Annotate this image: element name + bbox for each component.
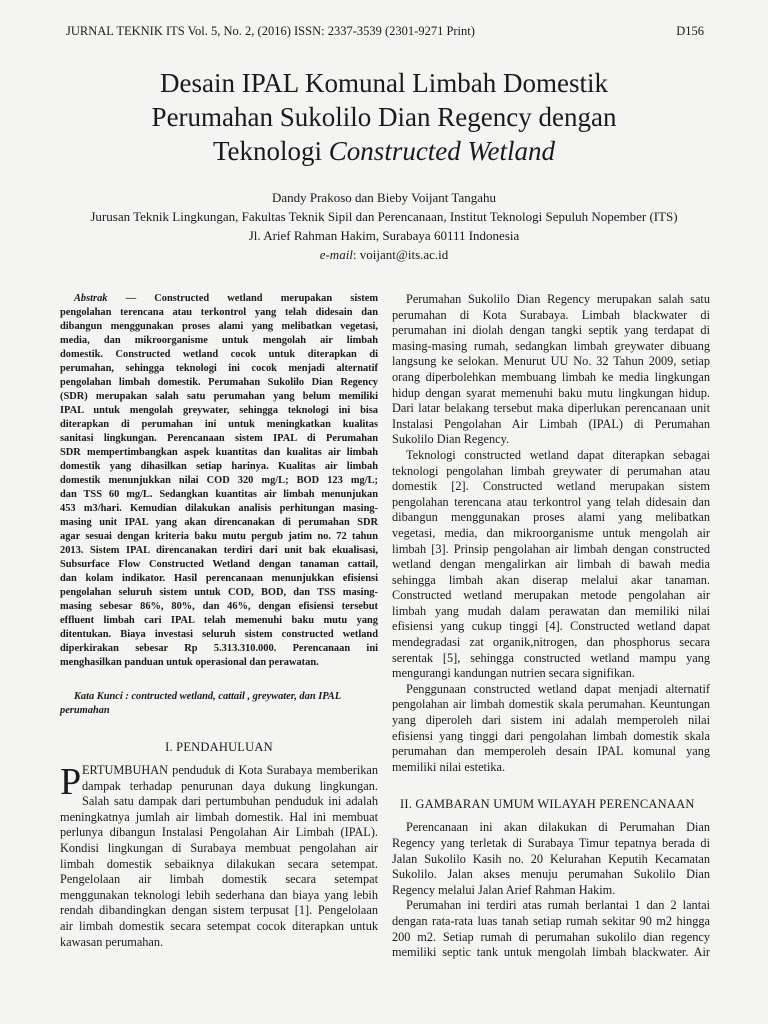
author-block — [0, 188, 768, 264]
intro-paragraph — [60, 763, 378, 950]
keywords — [60, 690, 378, 718]
para-line: dampak terhadap penurunan daya dukung lingkungan. — [82, 778, 378, 793]
abstract-line: effluent limbah cari IPAL telah memenuhi baku mutu yang — [60, 615, 378, 626]
title-line-3-plain: Teknologi — [212, 136, 329, 166]
para-line: limbah yang mudah dalam perawatan dan memiliki nilai — [392, 603, 710, 618]
email-label: e-mail — [319, 247, 353, 262]
abstract-line: domestik. Constructed wetland cocok untuk diterapkan di — [60, 349, 378, 360]
para-line: Jalan Sukolilo Kasih no. 20 Kelurahan Keputih Kecamatan — [392, 851, 710, 866]
abstract — [60, 292, 378, 670]
running-header — [66, 24, 704, 44]
para-line: ERTUMBUHAN penduduk di Kota Surabaya memberikan — [82, 763, 378, 777]
author-names: Dandy Prakoso dan Bieby Voijant Tangahu — [271, 190, 497, 205]
para-line: langsung ke selokan. Menurut UU No. 32 Tahun 2009, setiap — [392, 354, 710, 369]
abstract-line: pengolahan terencana atau terkontrol yang telah didesain dan — [60, 307, 378, 318]
title-line-2: Perumahan Sukolilo Dian Regency dengan — [151, 102, 617, 132]
title-line-3-italic: Constructed Wetland — [328, 136, 556, 166]
para-line: Penggunaan constructed wetland dapat menjadi alternatif — [406, 681, 710, 696]
para-line: perumahan ini diolah dengan tangki septik yang terdapat di — [392, 323, 710, 338]
abstract-line: agar sesuai dengan kriteria baku mutu pergub jatim no. 72 tahun — [60, 531, 378, 542]
para-line: perlunya dibangun Instalasi Pengolahan Air Limbah (IPAL). — [60, 825, 378, 840]
para-line: limbah domestik sebaiknya dilakukan secara setempat. — [60, 856, 378, 871]
para-line: orang diperbolehkan membuang limbah ke media lingkungan — [392, 369, 710, 384]
abstract-line: domestik yang dihasilkan setiap harinya. Kualitas air limbah — [60, 461, 378, 472]
author-affiliation: Jurusan Teknik Lingkungan, Fakultas Teknik Sipil dan Perencanaan, Institut Teknologi Sepuluh Nopember (ITS) — [90, 209, 678, 224]
keywords-line: perumahan — [60, 705, 110, 716]
abstract-line: 453 m3/hari. Kemudian dilakukan analisis perhitungan masing- — [60, 503, 378, 514]
para-line: teknologi pengolahan limbah greywater di perumahan atau — [392, 463, 710, 478]
para-line: Kondisi lingkungan di Surabaya membuat pengolahan air — [60, 840, 378, 855]
intro-paragraph-2 — [392, 292, 710, 448]
abstract-line: (SDR) merupakan salah satu perumahan yang belum memiliki — [60, 391, 378, 402]
para-line: dibangun menggunakan proses alami yang melibatkan — [392, 510, 710, 525]
para-line: Sukolilo Dian Regency. — [392, 432, 510, 447]
para-line: pengolahan terencana atau terkontrol yang telah didesain dan — [392, 494, 710, 509]
page-number: D156 — [676, 24, 704, 38]
para-line: Pengelolaan air limbah domestik secara setempat — [60, 872, 378, 887]
usage-paragraph — [392, 682, 710, 776]
author-email — [0, 245, 768, 264]
paper-title — [0, 66, 768, 168]
para-line: perumahan dan memperoleh desain IPAL komunal yang — [392, 744, 710, 759]
para-line: domestik [2]. Constructed wetland merupakan sistem — [392, 479, 710, 494]
journal-citation: JURNAL TEKNIK ITS Vol. 5, No. 2, (2016) ISSN: 2337-3539 (2301-9271 Print) — [66, 24, 475, 38]
para-line: dengan rata-rata luas tanah setiap rumah sekitar 90 m2 hingga — [392, 913, 710, 928]
para-line: Perumahan ini terdiri atas rumah berlantai 1 dan 2 lantai — [406, 898, 710, 913]
para-line: Constructed wetland merupakan metode pengolahan air — [392, 588, 710, 603]
para-line: vegetasi, media, dan mikroorganisme untuk mengolah air — [392, 525, 710, 540]
para-line: serentak [5], sehingga constructed wetland mampu yang — [392, 650, 710, 665]
para-line: Dari latar belakang tersebut maka diperlukan perencanaan unit — [392, 401, 710, 416]
abstract-line: 2013. Sistem IPAL direncanakan terdiri dari unit bak ekualisasi, — [60, 545, 378, 556]
email-address: : voijant@its.ac.id — [352, 247, 449, 262]
abstract-label: Abstrak — [74, 293, 108, 304]
para-line: 200 m2. Setiap rumah di perumahan sukolilo dian regency — [392, 929, 710, 944]
para-line: Instalasi Pengolahan Air Limbah (IPAL) di Perumahan — [392, 416, 710, 431]
para-line: perumahan di Kota Surabaya. Limbah blackwater di — [392, 307, 710, 322]
para-line: Regency melalui Jalan Arief Rahman Hakim. — [392, 882, 616, 897]
abstract-line: menghasilkan panduan untuk operasional dan perawatan. — [60, 657, 319, 668]
para-line: meningkatnya jumlah air limbah domestik. Hal ini membuat — [60, 809, 378, 824]
keywords-line: Kata Kunci : contructed wetland, cattail , greywater, dan IPAL — [74, 691, 342, 702]
abstract-line: dibangun menggunakan proses alami yang melibatkan vegetasi, — [60, 321, 378, 332]
para-line: masing-masing rumah, sedangkan limbah greywater dibuang — [392, 338, 710, 353]
para-line: mengurangi kandungan nutrien secara signifikan. — [392, 666, 635, 681]
abstract-line: diterapkan di perumahan ini untuk meningkatkan kualitas — [60, 419, 378, 430]
para-line: memiliki septic tank untuk mengolah limbah blackwater. Air — [392, 945, 710, 960]
abstract-line: pengolahan seluruh sistem untuk COD, BOD, dan TSS masing- — [60, 587, 378, 598]
para-line: yang diperoleh dari sistem ini adalah memperoleh nilai — [392, 713, 710, 728]
para-line: mendegradasi zat organik,nitrogen, dan phosphorus secara — [392, 635, 710, 650]
author-address: Jl. Arief Rahman Hakim, Surabaya 60111 Indonesia — [248, 228, 520, 243]
abstract-line: IPAL untuk mengolah greywater, sehingga teknologi ini bisa — [60, 405, 378, 416]
para-line: sehingga limbah akan diserap melalui akar tanaman. — [392, 572, 710, 587]
para-line: kawasan perumahan. — [60, 934, 164, 949]
technology-paragraph — [392, 448, 710, 682]
housing-paragraph — [392, 898, 710, 960]
para-line: pengolahan air limbah domestik skala perumahan. Keuntungan — [392, 697, 710, 712]
para-line: Salah satu dampak dari pertumbuhan penduduk ini adalah — [82, 794, 378, 809]
para-line: wetland dengan mengalirkan air limbah di bawah media — [392, 557, 710, 572]
para-line: menggunakan teknologi lebih sederhana dan biaya yang lebih — [60, 887, 378, 902]
para-line: Perumahan Sukolilo Dian Regency merupakan salah satu — [406, 292, 710, 306]
abstract-line: SDR mempertimbangkan aspek kuantitas dan kualitas air limbah — [60, 447, 378, 458]
abstract-line: diperkirakan sebesar Rp 5.313.310.000. Perencanaan ini — [60, 643, 378, 654]
abstract-line: media, dan mikroorganisme untuk mengolah air limbah — [60, 335, 378, 346]
abstract-line: sanitasi lingkungan. Perencanaan sistem IPAL di Perumahan — [60, 433, 378, 444]
para-line: Perencanaan ini akan dilakukan di Perumahan Dian — [406, 820, 710, 835]
para-line: Regency yang terletak di Surabaya Timur tepatnya berada di — [392, 836, 710, 850]
para-line: rendah dibandingkan dengan sistem terpusat [1]. Pengelolaan — [60, 903, 378, 918]
abstract-line: ditentukan. Biaya investasi seluruh sistem constructed wetland — [60, 629, 378, 640]
location-paragraph — [392, 820, 710, 898]
para-line: hidup dengan syarat memenuhi baku mutu lingkungan hidup. — [392, 385, 710, 400]
para-line: limbah [3]. Prinsip pengolahan air limbah dengan constructed — [392, 541, 710, 556]
para-line: air limbah domestik secara setempat cocok diterapkan untuk — [60, 918, 378, 933]
abstract-line: masing unit IPAL yang akan direncanakan di perumahan SDR — [60, 517, 378, 528]
right-column — [392, 292, 710, 961]
para-line: Sukolilo. Jalan akses menuju perumahan Sukolilo Dian — [392, 867, 710, 882]
abstract-line: dan TSS 60 mg/L. Sedangkan kuantitas air limbah menunjukan — [60, 489, 378, 500]
para-line: efisiensi yang cukup tinggi [4]. Constructed wetland dapat — [392, 619, 710, 634]
abstract-line: Subsurface Flow Constructed Wetland dengan tanaman cattail, — [60, 559, 378, 570]
para-line: Teknologi constructed wetland dapat diterapkan sebagai — [406, 447, 710, 462]
section-heading-gambaran: II. GAMBARAN UMUM WILAYAH PERENCANAAN — [400, 797, 695, 812]
abstract-line: domestik menunjukkan nilai COD 320 mg/L; BOD 123 mg/L; — [60, 475, 378, 486]
abstract-line: Abstrak — Constructed wetland merupakan sistem — [74, 293, 378, 304]
abstract-line: dan kolam indikator. Hasil perencanaan menunjukkan efisiensi — [60, 573, 378, 584]
drop-cap: P — [60, 761, 82, 803]
para-line: efisiensi yang tinggi dari pengolahan limbah domestik skala — [392, 728, 710, 743]
abstract-line: masing sebesar 86%, 80%, dan 46%, dengan efisiensi tersebut — [60, 601, 378, 612]
para-line: memiliki nilai estetika. — [392, 759, 506, 774]
left-column — [60, 292, 378, 950]
title-line-1: Desain IPAL Komunal Limbah Domestik — [160, 68, 608, 98]
title-line-3 — [0, 134, 768, 168]
abstract-line: pengolahan limbah domestik. Perumahan Sukolilo Dian Regency — [60, 377, 378, 388]
abstract-line: perumahan, sehingga teknologi ini cocok menjadi alternatif — [60, 363, 378, 374]
section-heading-pendahuluan: I. PENDAHULUAN — [165, 740, 273, 754]
